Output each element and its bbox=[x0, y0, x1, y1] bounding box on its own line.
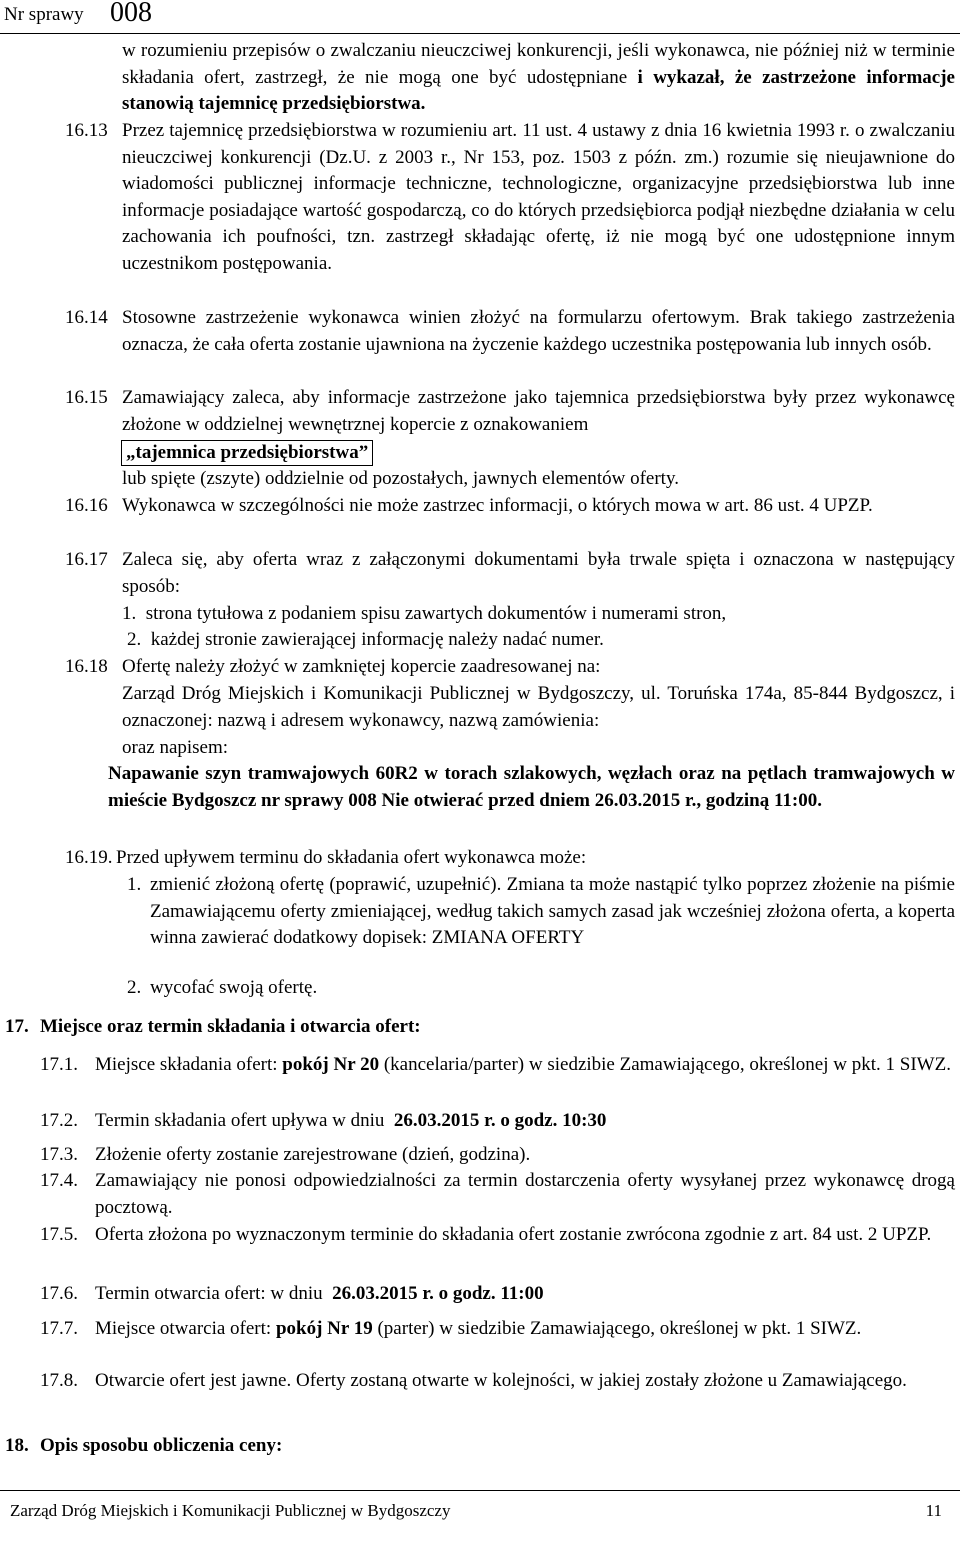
paragraph-number: 16.14 bbox=[65, 307, 108, 328]
list-item: wycofać swoją ofertę. bbox=[150, 977, 318, 998]
paragraph-16-13: Przez tajemnicę przedsiębiorstwa w rozumieniu art. 11 ust. 4 ustawy z dnia 16 kwietnia 1993 r. o zwalczaniu nieuczciwej konkurencji (Dz.U. z 2003 r., Nr 153, poz. 1503 z późn. zm.) rozumie się nieujawnione do wiadomości publicznej informacje techniczne, technologiczne, organizacyjne przedsiębiorstwa lub inne informacje posiadające wartość gospodarczą, co do których przedsiębiorca podjął niezbędne działania w celu zachowania ich poufności, tzn. zastrzegł składając ofertę, iż nie mogą być one udostępnione innym uczestnikom postępowania. bbox=[122, 120, 955, 274]
item-17-3: Złożenie oferty zostanie zarejestrowane (dzień, godzina). bbox=[95, 1144, 531, 1165]
label-box bbox=[121, 440, 373, 466]
item-number: 17.6. bbox=[40, 1283, 78, 1304]
section-title: Opis sposobu obliczenia ceny: bbox=[40, 1435, 283, 1456]
paragraph-number: 16.17 bbox=[65, 549, 108, 570]
list-item: 1. strona tytułowa z podaniem spisu zawartych dokumentów i numerami stron, bbox=[122, 603, 727, 624]
item-17-6: Termin otwarcia ofert: w dniu 26.03.2015 r. o godz. 11:00 bbox=[95, 1283, 544, 1304]
paragraph-16-18: Ofertę należy złożyć w zamkniętej kopercie zaadresowanej na: bbox=[122, 656, 601, 677]
address-text: Zarząd Dróg Miejskich i Komunikacji Publicznej w Bydgoszczy, ul. Toruńska 174a, 85-844 Bydgoszcz, i oznaczonej: nazwą i adresem wykonawcy, nazwą zamówienia: bbox=[122, 683, 955, 731]
napis-label: oraz napisem: bbox=[122, 737, 229, 758]
paragraph-number: 16.13 bbox=[65, 120, 108, 141]
item-number: 17.2. bbox=[40, 1110, 78, 1131]
item-number: 17.7. bbox=[40, 1318, 78, 1339]
page-header bbox=[0, 0, 960, 34]
section-title: Miejsce oraz termin składania i otwarcia ofert: bbox=[40, 1016, 421, 1037]
item-17-1: Miejsce składania ofert: pokój Nr 20 (kancelaria/parter) w siedzibie Zamawiającego, określonej w pkt. 1 SIWZ. bbox=[95, 1054, 951, 1075]
paragraph-number: 16.19. bbox=[65, 847, 113, 868]
paragraph-16-14: Stosowne zastrzeżenie wykonawca winien złożyć na formularzu ofertowym. Brak takiego zastrzeżenia oznacza, że cała oferta zostanie ujawniona na życzenie każdego uczestnika postępowania lub innych osób. bbox=[122, 307, 955, 355]
item-number: 17.5. bbox=[40, 1224, 78, 1245]
footer-divider bbox=[0, 1490, 960, 1491]
paragraph-16-15: Zamawiający zaleca, aby informacje zastrzeżone jako tajemnica przedsiębiorstwa były przez wykonawcę złożone w oddzielnej wewnętrznej kopercie z oznakowaniem bbox=[122, 387, 955, 435]
list-number: 2. bbox=[127, 977, 142, 998]
paragraph-16-12-continuation bbox=[122, 38, 955, 118]
list-number: 1. bbox=[127, 874, 142, 895]
paragraph-16-15-after: lub spięte (zszyte) oddzielnie od pozostałych, jawnych elementów oferty. bbox=[122, 468, 679, 489]
item-17-8: Otwarcie ofert jest jawne. Oferty zostaną otwarte w kolejności, w jakiej zostały złożone u Zamawiającego. bbox=[95, 1370, 907, 1391]
footer-text: Zarząd Dróg Miejskich i Komunikacji Publicznej w Bydgoszczy bbox=[10, 1501, 451, 1520]
envelope-inscription: Napawanie szyn tramwajowych 60R2 w torach szlakowych, węzłach oraz na pętlach tramwajowych w mieście Bydgoszcz nr sprawy 008 Nie otwierać przed dniem 26.03.2015 r., godziną 11:00. bbox=[108, 763, 955, 811]
paragraph-bold-text: i wykazał, że zastrzeżone informacje stanowią tajemnicę przedsiębiorstwa. bbox=[122, 66, 955, 115]
paragraph-16-17: Zaleca się, aby oferta wraz z załączonymi dokumentami była trwale spięta i oznaczona w następujący sposób: bbox=[122, 549, 955, 597]
confidential-label: „tajemnica przedsiębiorstwa” bbox=[121, 440, 373, 466]
item-17-4: Zamawiający nie ponosi odpowiedzialności za termin dostarczenia oferty wysyłanej przez wykonawcę drogą pocztową. bbox=[95, 1170, 955, 1218]
paragraph-16-19: Przed upływem terminu do składania ofert wykonawca może: bbox=[116, 847, 587, 868]
item-17-5: Oferta złożona po wyznaczonym terminie do składania ofert zostanie zwrócona zgodnie z art. 84 ust. 2 UPZP. bbox=[95, 1224, 932, 1245]
page-number: 11 bbox=[925, 1501, 942, 1520]
paragraph-number: 16.16 bbox=[65, 495, 108, 516]
item-number: 17.8. bbox=[40, 1370, 78, 1391]
case-number: 008 bbox=[110, 0, 152, 28]
item-number: 17.4. bbox=[40, 1170, 78, 1191]
item-17-2: Termin składania ofert upływa w dniu 26.03.2015 r. o godz. 10:30 bbox=[95, 1110, 607, 1131]
section-number: 18. bbox=[5, 1435, 29, 1456]
item-17-7: Miejsce otwarcia ofert: pokój Nr 19 (parter) w siedzibie Zamawiającego, określonej w pkt. 1 SIWZ. bbox=[95, 1318, 862, 1339]
list-item: zmienić złożoną ofertę (poprawić, uzupełnić). Zmiana ta może nastąpić tylko poprzez złożenie na piśmie Zamawiającemu oferty zmieniającej, według takich samych zasad jak wcześniej złożona oferta, a koperta winna zawierać dodatkowy dopisek: ZMIANA OFERTY bbox=[150, 874, 955, 949]
header-divider bbox=[0, 33, 960, 34]
paragraph-16-16: Wykonawca w szczególności nie może zastrzec informacji, o których mowa w art. 86 ust. 4 UPZP. bbox=[122, 495, 873, 516]
paragraph-text: w rozumieniu przepisów o zwalczaniu nieuczciwej konkurencji, jeśli wykonawca, nie później niż w terminie składania ofert, zastrzegł, że nie mogą one być udostępniane bbox=[122, 40, 955, 88]
paragraph-number: 16.18 bbox=[65, 656, 108, 677]
case-number-label: Nr sprawy bbox=[4, 4, 84, 25]
item-number: 17.1. bbox=[40, 1054, 78, 1075]
section-number: 17. bbox=[5, 1016, 29, 1037]
paragraph-number: 16.15 bbox=[65, 387, 108, 408]
item-number: 17.3. bbox=[40, 1144, 78, 1165]
list-item: 2. każdej stronie zawierającej informację należy nadać numer. bbox=[127, 629, 604, 650]
